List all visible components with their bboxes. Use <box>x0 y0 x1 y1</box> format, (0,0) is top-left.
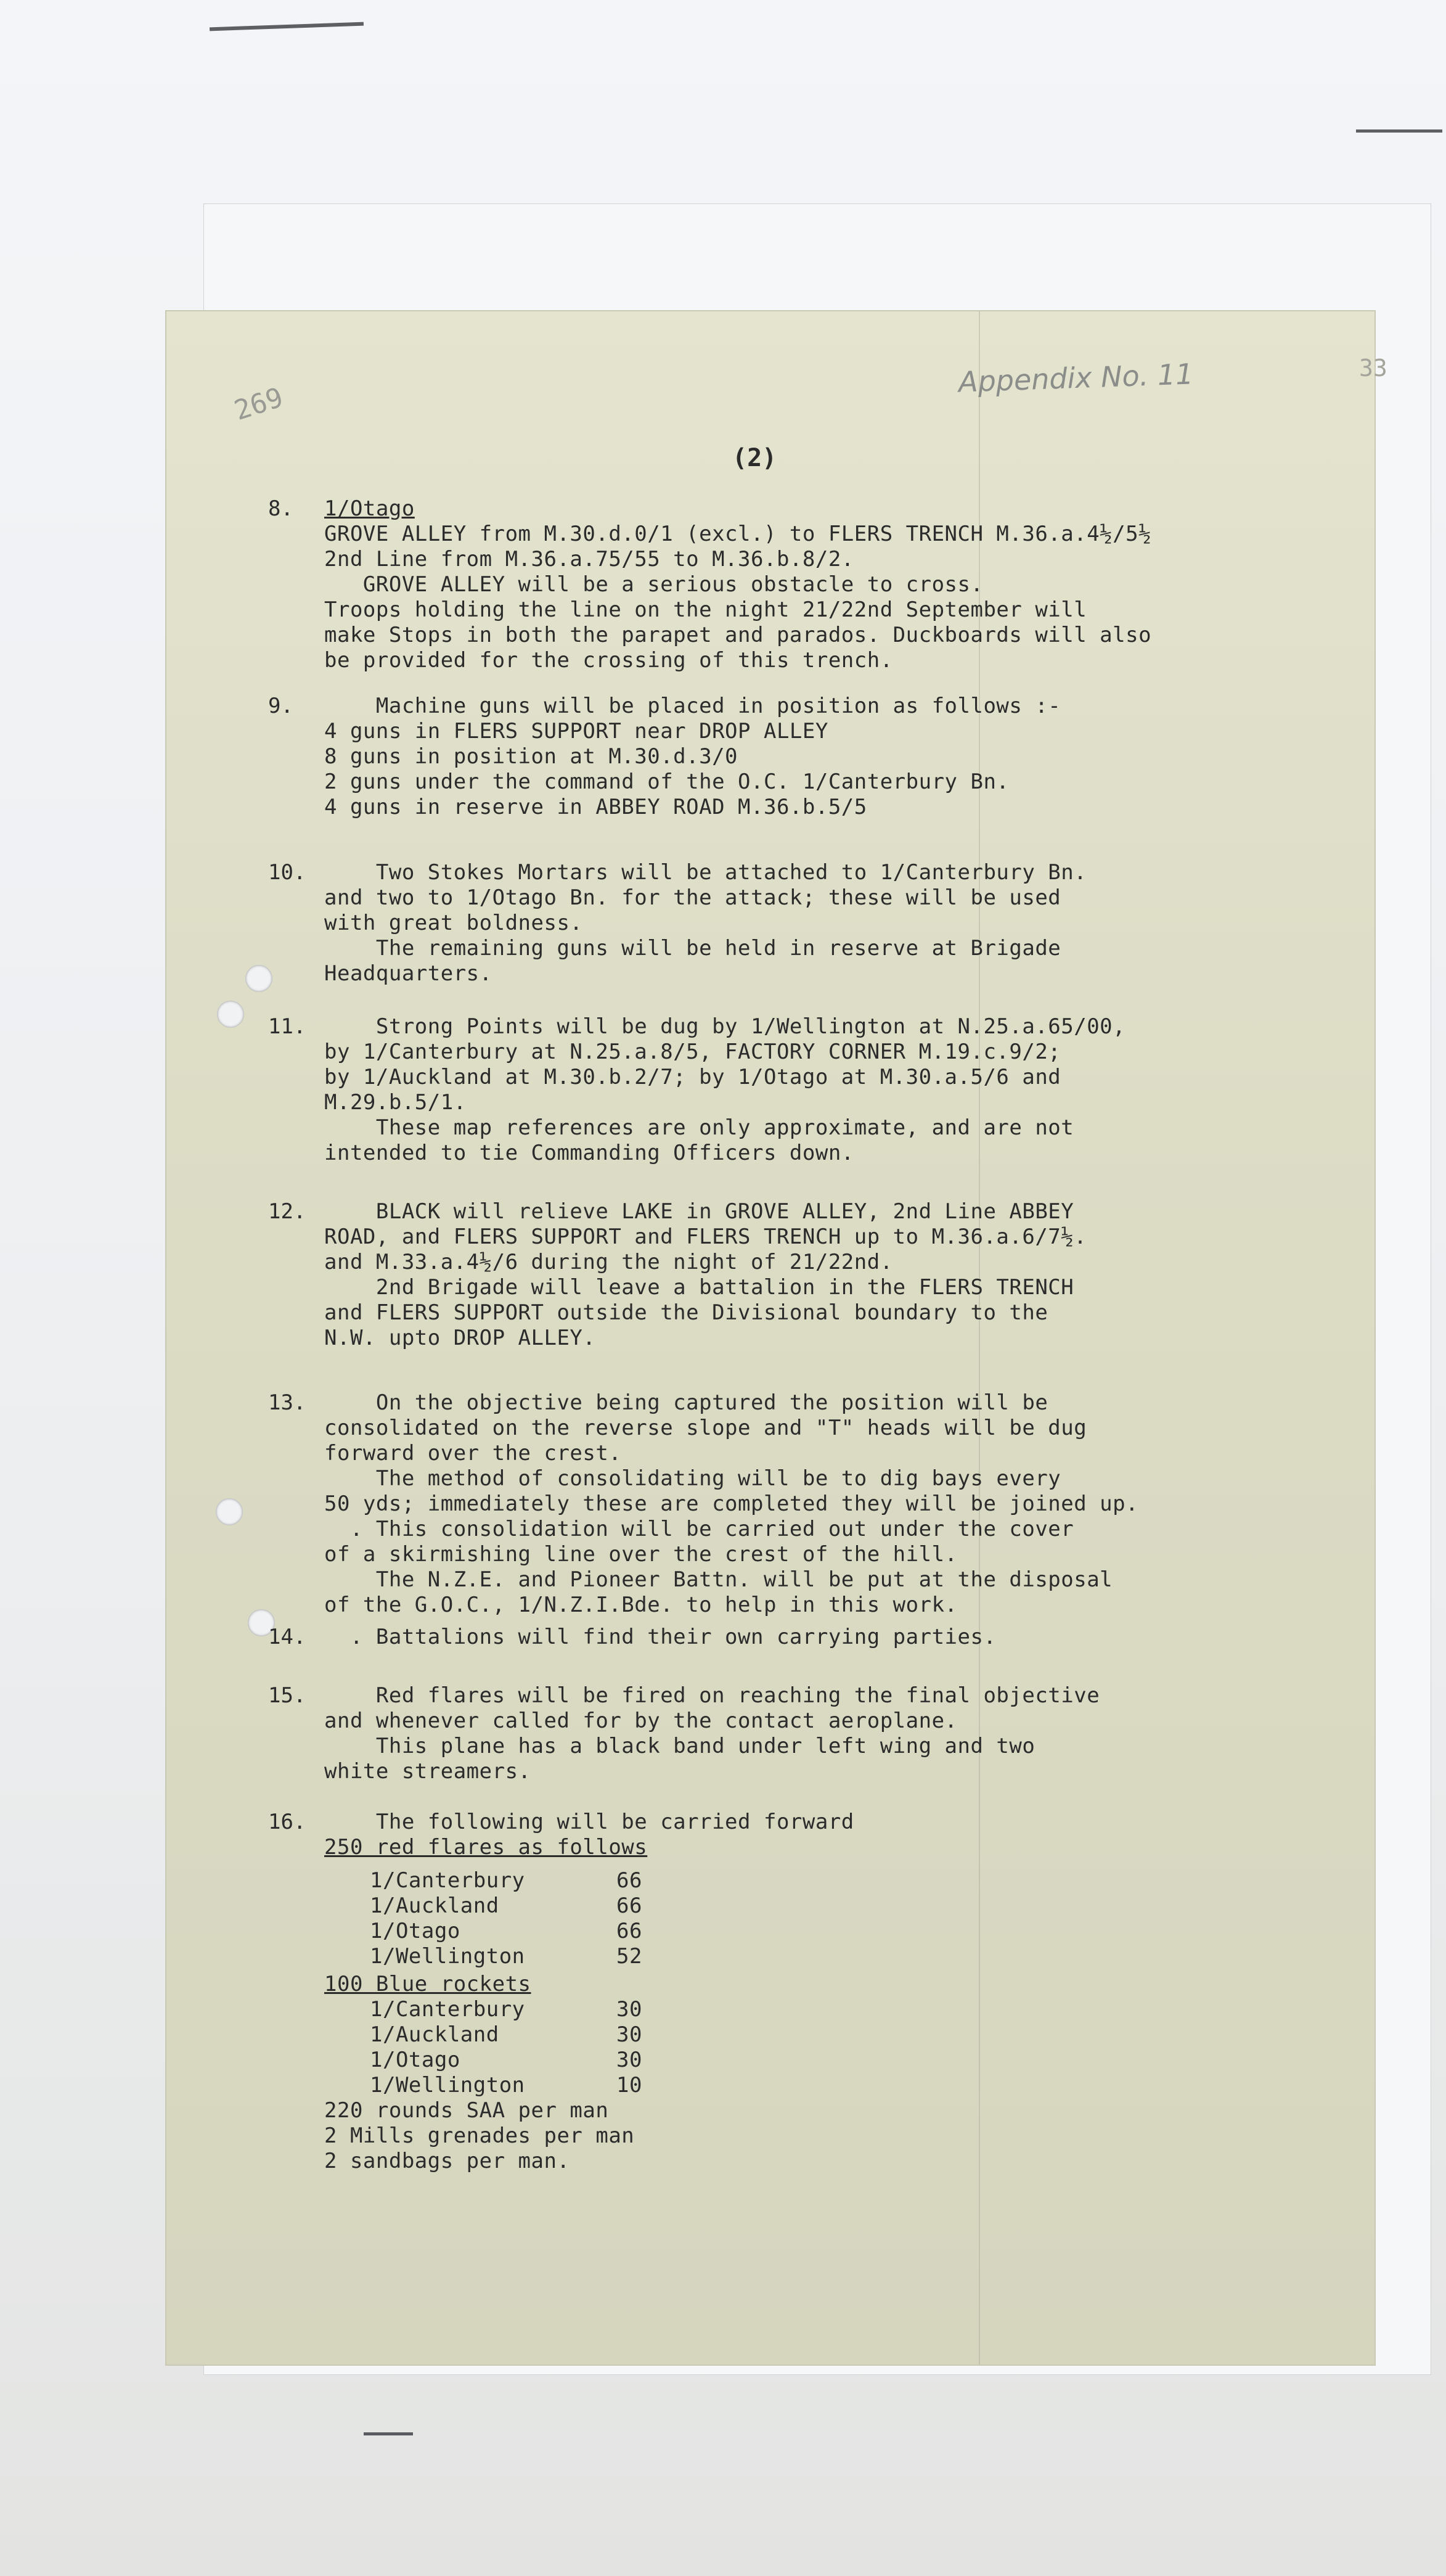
red-flare-qty: 66 <box>616 1893 642 1918</box>
paragraph-line: 2nd Line from M.36.a.75/55 to M.36.b.8/2. <box>324 547 854 572</box>
paragraph-line: The N.Z.E. and Pioneer Battn. will be put at the disposal <box>324 1567 1113 1592</box>
paragraph-line: Two Stokes Mortars will be attached to 1/Canterbury Bn. <box>324 860 1087 885</box>
paragraph-number: 11. <box>268 1014 306 1039</box>
paragraph-line: intended to tie Commanding Officers down. <box>324 1141 854 1165</box>
paragraph-line: Strong Points will be dug by 1/Wellington at N.25.a.65/00, <box>324 1014 1126 1039</box>
paragraph-line: of the G.O.C., 1/N.Z.I.Bde. to help in this work. <box>324 1593 958 1617</box>
paragraph-line: 1/Otago <box>324 496 415 521</box>
paragraph-line: 50 yds; immediately these are completed they will be joined up. <box>324 1491 1139 1516</box>
paragraph-line: by 1/Auckland at M.30.b.2/7; by 1/Otago at M.30.a.5/6 and <box>324 1065 1061 1089</box>
punch-hole <box>217 1001 244 1028</box>
blue-rocket-qty: 10 <box>616 2073 642 2098</box>
paragraph-line: The following will be carried forward <box>324 1810 854 1834</box>
paragraph-number: 8. <box>268 496 293 521</box>
footer-line: 2 Mills grenades per man <box>324 2123 635 2148</box>
paragraph-line: 2nd Brigade will leave a battalion in the FLERS TRENCH <box>324 1275 1074 1300</box>
pencil-mark <box>364 2432 413 2435</box>
blue-rockets-heading: 100 Blue rockets <box>324 1972 531 1996</box>
paragraph-line: and M.33.a.4½/6 during the night of 21/22nd. <box>324 1250 893 1274</box>
paragraph-number: 14. <box>268 1625 306 1649</box>
paragraph-line: GROVE ALLEY will be a serious obstacle to cross. <box>324 572 984 597</box>
red-flare-qty: 66 <box>616 1868 642 1893</box>
paragraph-line: These map references are only approximate, and are not <box>324 1115 1074 1140</box>
paragraph-number: 12. <box>268 1199 306 1224</box>
blue-rocket-qty: 30 <box>616 2048 642 2072</box>
red-flare-row: 1/Auckland <box>370 1893 499 1918</box>
paragraph-number: 10. <box>268 860 306 885</box>
pencil-mark <box>1356 129 1442 133</box>
red-flare-row: 1/Otago <box>370 1919 460 1943</box>
blue-rocket-row: 1/Canterbury <box>370 1997 525 2022</box>
stamp-number: 269 <box>231 381 287 427</box>
blue-rocket-row: 1/Auckland <box>370 2022 499 2047</box>
paragraph-line: This plane has a black band under left wing and two <box>324 1734 1035 1758</box>
blue-rocket-row: 1/Wellington <box>370 2073 525 2098</box>
paragraph-line: and two to 1/Otago Bn. for the attack; these will be used <box>324 885 1061 910</box>
punch-hole <box>216 1498 243 1525</box>
red-flare-qty: 52 <box>616 1944 642 1969</box>
paragraph-line: . This consolidation will be carried out under the cover <box>324 1517 1074 1541</box>
paragraph-line: by 1/Canterbury at N.25.a.8/5, FACTORY CORNER M.19.c.9/2; <box>324 1040 1061 1064</box>
paragraph-line: Red flares will be fired on reaching the final objective <box>324 1683 1100 1708</box>
paragraph-line: The method of consolidating will be to dig bays every <box>324 1466 1061 1491</box>
red-flare-qty: 66 <box>616 1919 642 1943</box>
paragraph-line: 8 guns in position at M.30.d.3/0 <box>324 744 738 769</box>
paragraph-line: 4 guns in reserve in ABBEY ROAD M.36.b.5/5 <box>324 795 867 819</box>
blue-rocket-row: 1/Otago <box>370 2048 460 2072</box>
paragraph-line: make Stops in both the parapet and parados. Duckboards will also <box>324 623 1152 647</box>
paragraph-line: ROAD, and FLERS SUPPORT and FLERS TRENCH up to M.36.a.6/7½. <box>324 1224 1087 1249</box>
paragraph-line: and FLERS SUPPORT outside the Divisional boundary to the <box>324 1300 1048 1325</box>
paragraph-line: The remaining guns will be held in reserve at Brigade <box>324 936 1061 961</box>
paragraph-line: Machine guns will be placed in position as follows :- <box>324 694 1061 718</box>
paragraph-number: 16. <box>268 1810 306 1834</box>
blue-rocket-qty: 30 <box>616 2022 642 2047</box>
document-page <box>166 311 1387 2365</box>
appendix-label: Appendix No. 11 <box>958 357 1195 399</box>
paragraph-line: forward over the crest. <box>324 1441 622 1466</box>
paragraph-line: 2 guns under the command of the O.C. 1/Canterbury Bn. <box>324 769 1010 794</box>
paragraph-line: of a skirmishing line over the crest of the hill. <box>324 1542 958 1567</box>
paragraph-line: consolidated on the reverse slope and "T" heads will be dug <box>324 1416 1087 1440</box>
paragraph-line: M.29.b.5/1. <box>324 1090 467 1115</box>
paragraph-number: 15. <box>268 1683 306 1708</box>
paragraph-line: 250 red flares as follows <box>324 1835 648 1860</box>
red-flare-row: 1/Wellington <box>370 1944 525 1969</box>
red-flare-row: 1/Canterbury <box>370 1868 525 1893</box>
paragraph-line: Headquarters. <box>324 961 492 986</box>
paragraph-line: and whenever called for by the contact aeroplane. <box>324 1708 958 1733</box>
folio-number: 33 <box>1359 355 1387 382</box>
paragraph-line: . Battalions will find their own carrying parties. <box>324 1625 997 1649</box>
paragraph-line: Troops holding the line on the night 21/22nd September will <box>324 597 1087 622</box>
paragraph-number: 9. <box>268 694 293 718</box>
paragraph-line: GROVE ALLEY from M.30.d.0/1 (excl.) to FLERS TRENCH M.36.a.4½/5½ <box>324 522 1152 546</box>
punch-hole <box>245 965 272 992</box>
page-number: (2) <box>732 444 777 472</box>
paragraph-line: On the objective being captured the position will be <box>324 1390 1048 1415</box>
paragraph-line: N.W. upto DROP ALLEY. <box>324 1326 596 1350</box>
paragraph-line: be provided for the crossing of this trench. <box>324 648 893 673</box>
paragraph-line: with great boldness. <box>324 911 583 935</box>
footer-line: 2 sandbags per man. <box>324 2149 570 2173</box>
paragraph-line: BLACK will relieve LAKE in GROVE ALLEY, 2nd Line ABBEY <box>324 1199 1074 1224</box>
paragraph-line: 4 guns in FLERS SUPPORT near DROP ALLEY <box>324 719 828 744</box>
blue-rocket-qty: 30 <box>616 1997 642 2022</box>
footer-line: 220 rounds SAA per man <box>324 2098 609 2123</box>
paragraph-number: 13. <box>268 1390 306 1415</box>
paragraph-line: white streamers. <box>324 1759 531 1784</box>
